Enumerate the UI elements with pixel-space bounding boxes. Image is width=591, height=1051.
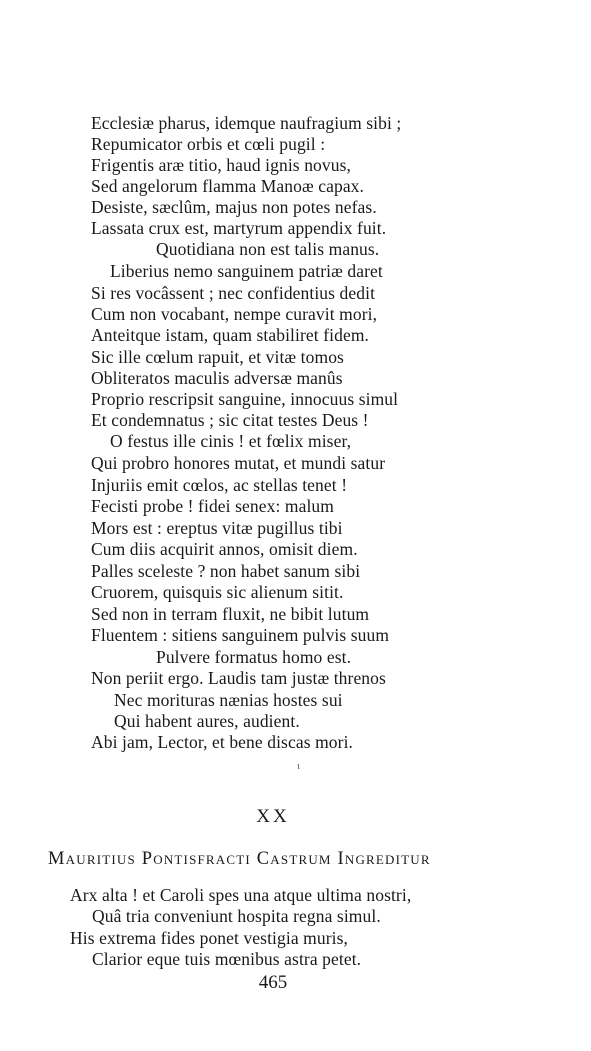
verse-line: Cruorem, quisquis sic alienum sitit.: [91, 582, 344, 602]
section-number: XX: [256, 806, 290, 827]
verse-line: Et condemnatus ; sic citat testes Deus !: [91, 410, 369, 430]
verse-line: Mors est : ereptus vitæ pugillus tibi: [91, 518, 343, 538]
verse-line: Anteitque istam, quam stabiliret fidem.: [91, 325, 370, 345]
verse-line: Repumicator orbis et cœli pugil :: [91, 134, 326, 154]
verse-line: Si res vocâssent ; nec confidentius dedit: [91, 283, 376, 303]
verse-line: Abi jam, Lector, et bene discas mori.: [91, 732, 354, 752]
verse-line: Arx alta ! et Caroli spes una atque ultima nostri,: [70, 885, 412, 905]
verse-line: Quâ tria conveniunt hospita regna simul.: [92, 906, 381, 926]
verse-line: Pulvere formatus homo est.: [156, 647, 352, 667]
verse-line: Obliteratos maculis adversæ manûs: [91, 368, 343, 388]
verse-line: His extrema fides ponet vestigia muris,: [70, 928, 349, 948]
verse-line: Proprio rescripsit sanguine, innocuus simul: [91, 389, 399, 409]
print-speck: ι: [297, 760, 300, 772]
verse-line: Desiste, sæclûm, majus non potes nefas.: [91, 197, 377, 217]
verse-line: Liberius nemo sanguinem patriæ daret: [110, 261, 383, 281]
verse-line: Fluentem : sitiens sanguinem pulvis suum: [91, 625, 390, 645]
verse-line: Ecclesiæ pharus, idemque naufragium sibi ;: [91, 113, 402, 133]
verse-line: Qui probro honores mutat, et mundi satur: [91, 453, 386, 473]
verse-line: Lassata crux est, martyrum appendix fuit.: [91, 218, 387, 238]
verse-line: Frigentis aræ titio, haud ignis novus,: [91, 155, 351, 175]
verse-line: Clarior eque tuis mœnibus astra petet.: [92, 949, 362, 969]
verse-line: Palles sceleste ? non habet sanum sibi: [91, 561, 361, 581]
verse-line: Qui habent aures, audient.: [114, 711, 300, 731]
verse-line: Nec morituras nænias hostes sui: [114, 690, 343, 710]
verse-line: Sic ille cœlum rapuit, et vitæ tomos: [91, 347, 344, 367]
verse-line: Injuriis emit cœlos, ac stellas tenet !: [91, 475, 348, 495]
verse-line: Sed angelorum flamma Manoæ capax.: [91, 176, 365, 196]
verse-line: Cum diis acquirit annos, omisit diem.: [91, 539, 358, 559]
verse-line: O festus ille cinis ! et fœlix miser,: [110, 431, 352, 451]
verse-line: Non periit ergo. Laudis tam justæ threnos: [91, 668, 386, 688]
verse-line: Quotidiana non est talis manus.: [156, 239, 380, 259]
verse-line: Fecisti probe ! fidei senex: malum: [91, 496, 334, 516]
page-number: 465: [258, 972, 288, 993]
verse-line: Sed non in terram fluxit, ne bibit lutum: [91, 604, 370, 624]
section-title: Mauritius Pontisfracti Castrum Ingreditur: [48, 849, 431, 869]
verse-line: Cum non vocabant, nempe curavit mori,: [91, 304, 378, 324]
